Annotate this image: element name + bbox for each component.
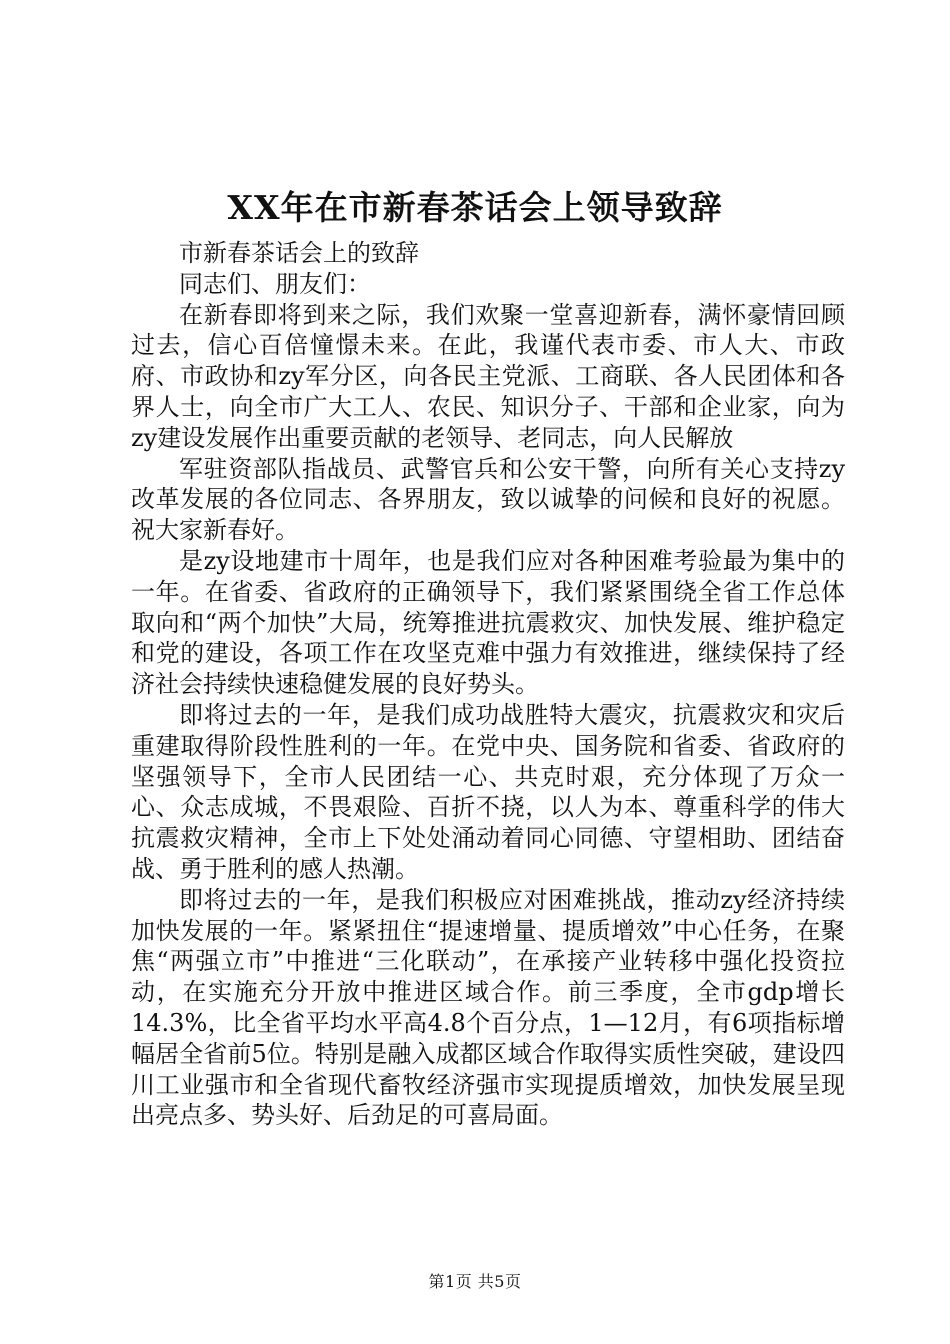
document-title: XX年在市新春茶话会上领导致辞 [227, 188, 723, 227]
subtitle-paragraph: 市新春茶话会上的致辞 [179, 239, 419, 267]
body-paragraph: 即将过去的一年，是我们积极应对困难挑战，推动zy经济持续加快发展的一年。紧紧扭住“提速增量、提质增效”中心任务，在聚焦“两强立市”中推进“三化联动”，在承接产业转移中强化投资拉动，在实施充分开放中推进区域合作。前三季度，全市gdp增长14.3%，比全省平均水平高4.8个百分点，1—12月，有6项指标增幅居全省前5位。特别是融入成都区域合作取得实质性突破，建设四川工业强市和全省现代畜牧经济强市实现提质增效，加快发展呈现出亮点多、势头好、后劲足的可喜局面。 [131, 885, 845, 1130]
body-paragraph: 是zy设地建市十周年，也是我们应对各种困难考验最为集中的一年。在省委、省政府的正确领导下，我们紧紧围绕全省工作总体取向和“两个加快”大局，统筹推进抗震救灾、加快发展、维护稳定和党的建设，各项工作在攻坚克难中强力有效推进，继续保持了经济社会持续快速稳健发展的良好势头。 [131, 546, 845, 699]
body-paragraph: 即将过去的一年，是我们成功战胜特大震灾，抗震救灾和灾后重建取得阶段性胜利的一年。在党中央、国务院和省委、省政府的坚强领导下，全市人民团结一心、共克时艰，充分体现了万众一心、众志成城，不畏艰险、百折不挠，以人为本、尊重科学的伟大抗震救灾精神，全市上下处处涌动着同心同德、守望相助、团结奋战、勇于胜利的感人热潮。 [131, 700, 845, 883]
salutation-paragraph: 同志们、朋友们： [179, 269, 371, 298]
page-footer: 第1页 共5页 [428, 1272, 522, 1291]
body-paragraph: 军驻资部队指战员、武警官兵和公安干警，向所有关心支持zy改革发展的各位同志、各界朋友，致以诚挚的问候和良好的祝愿。祝大家新春好。 [131, 454, 845, 545]
body-paragraph: 在新春即将到来之际，我们欢聚一堂喜迎新春，满怀豪情回顾过去，信心百倍憧憬未来。在此，我谨代表市委、市人大、市政府、市政协和zy军分区，向各民主党派、工商联、各人民团体和各界人士，向全市广大工人、农民、知识分子、干部和企业家，向为zy建设发展作出重要贡献的老领导、老同志，向人民解放 [131, 300, 845, 452]
document-body [131, 238, 845, 1131]
